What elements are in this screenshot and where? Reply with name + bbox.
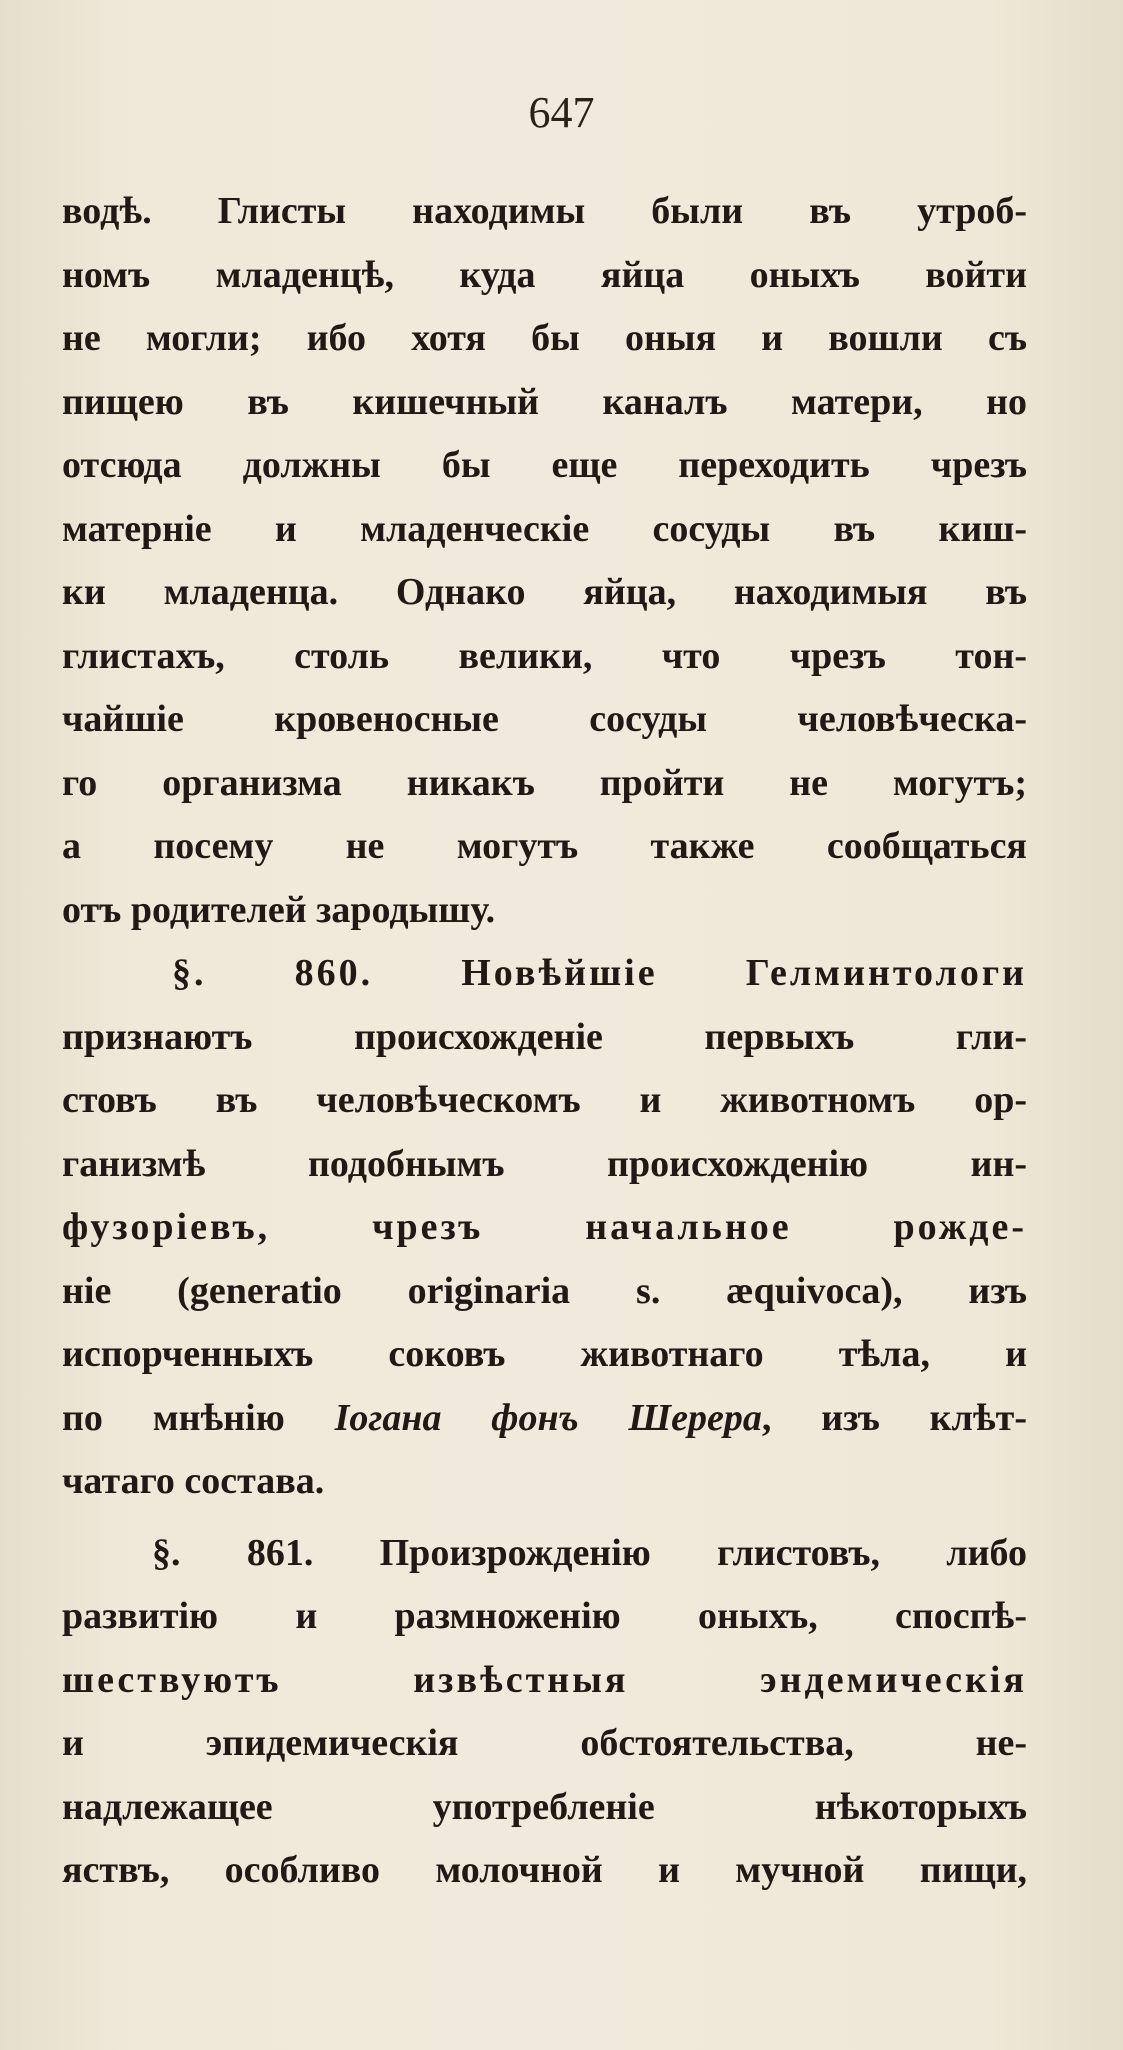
text-line: отъ родителей зародышу. (62, 888, 496, 931)
text-line: развитію и размноженію оныхъ, споспѣ- (62, 1595, 1027, 1637)
text-line: пищею въ кишечный каналъ матери, но (62, 380, 1027, 423)
text-line: ганизмѣ подобнымъ происхожденію ин- (62, 1142, 1027, 1185)
text-line: чайшіе кровеносные сосуды человѣческа- (62, 698, 1027, 740)
text-line: не могли; ибо хотя бы оныя и вошли съ (62, 317, 1027, 359)
text-line: признаютъ происхожденіе первыхъ гли- (62, 1015, 1027, 1058)
text-line: номъ младенцѣ, куда яйца оныхъ войти (62, 253, 1027, 296)
text-line: глистахъ, столь велики, что чрезъ тон- (62, 634, 1027, 677)
page-number: 647 (528, 88, 595, 137)
text-line: и эпидемическія обстоятельства, не- (62, 1722, 1027, 1764)
text-line: ки младенца. Однако яйца, находимыя въ (62, 571, 1027, 613)
author-line (62, 1387, 1027, 1451)
author-name: Іогана фонъ Шерера (334, 1396, 762, 1439)
text-line: яствъ, особливо молочной и мучной пищи, (62, 1849, 1027, 1891)
text-line: стовъ въ человѣческомъ и животномъ ор- (62, 1079, 1027, 1121)
text-line: водѣ. Глисты находимы были въ утроб- (62, 190, 1027, 232)
text-line: матерніе и младенческіе сосуды въ киш- (62, 507, 1027, 550)
section-861-heading-line: §. 861. Произрожденію глистовъ, либо (152, 1531, 1027, 1574)
text-line: чатаго состава. (62, 1460, 325, 1502)
author-line-start: по мнѣнію (62, 1396, 335, 1439)
author-line-end: , изъ клѣт- (761, 1396, 1028, 1439)
page-body (62, 180, 1027, 1903)
text-line: а посему не могутъ также сообщаться (62, 825, 1027, 867)
text-line: отсюда должны бы еще переходить чрезъ (62, 444, 1027, 486)
section-860-heading-line: §. 860. Новѣйшіе Гелминтологи (172, 952, 1027, 994)
text-line: го организма никакъ пройти не могутъ; (62, 761, 1027, 804)
text-line: шествуютъ извѣстныя эндемическія (62, 1658, 1027, 1701)
text-line: испорченныхъ соковъ животнаго тѣла, и (62, 1333, 1027, 1375)
text-line: ніе (generatio originaria s. æquivoca), изъ (62, 1269, 1027, 1312)
text-line: фузоріевъ, чрезъ начальное рожде- (62, 1206, 1027, 1248)
text-line: надлежащее употребленіе нѣкоторыхъ (62, 1785, 1027, 1828)
